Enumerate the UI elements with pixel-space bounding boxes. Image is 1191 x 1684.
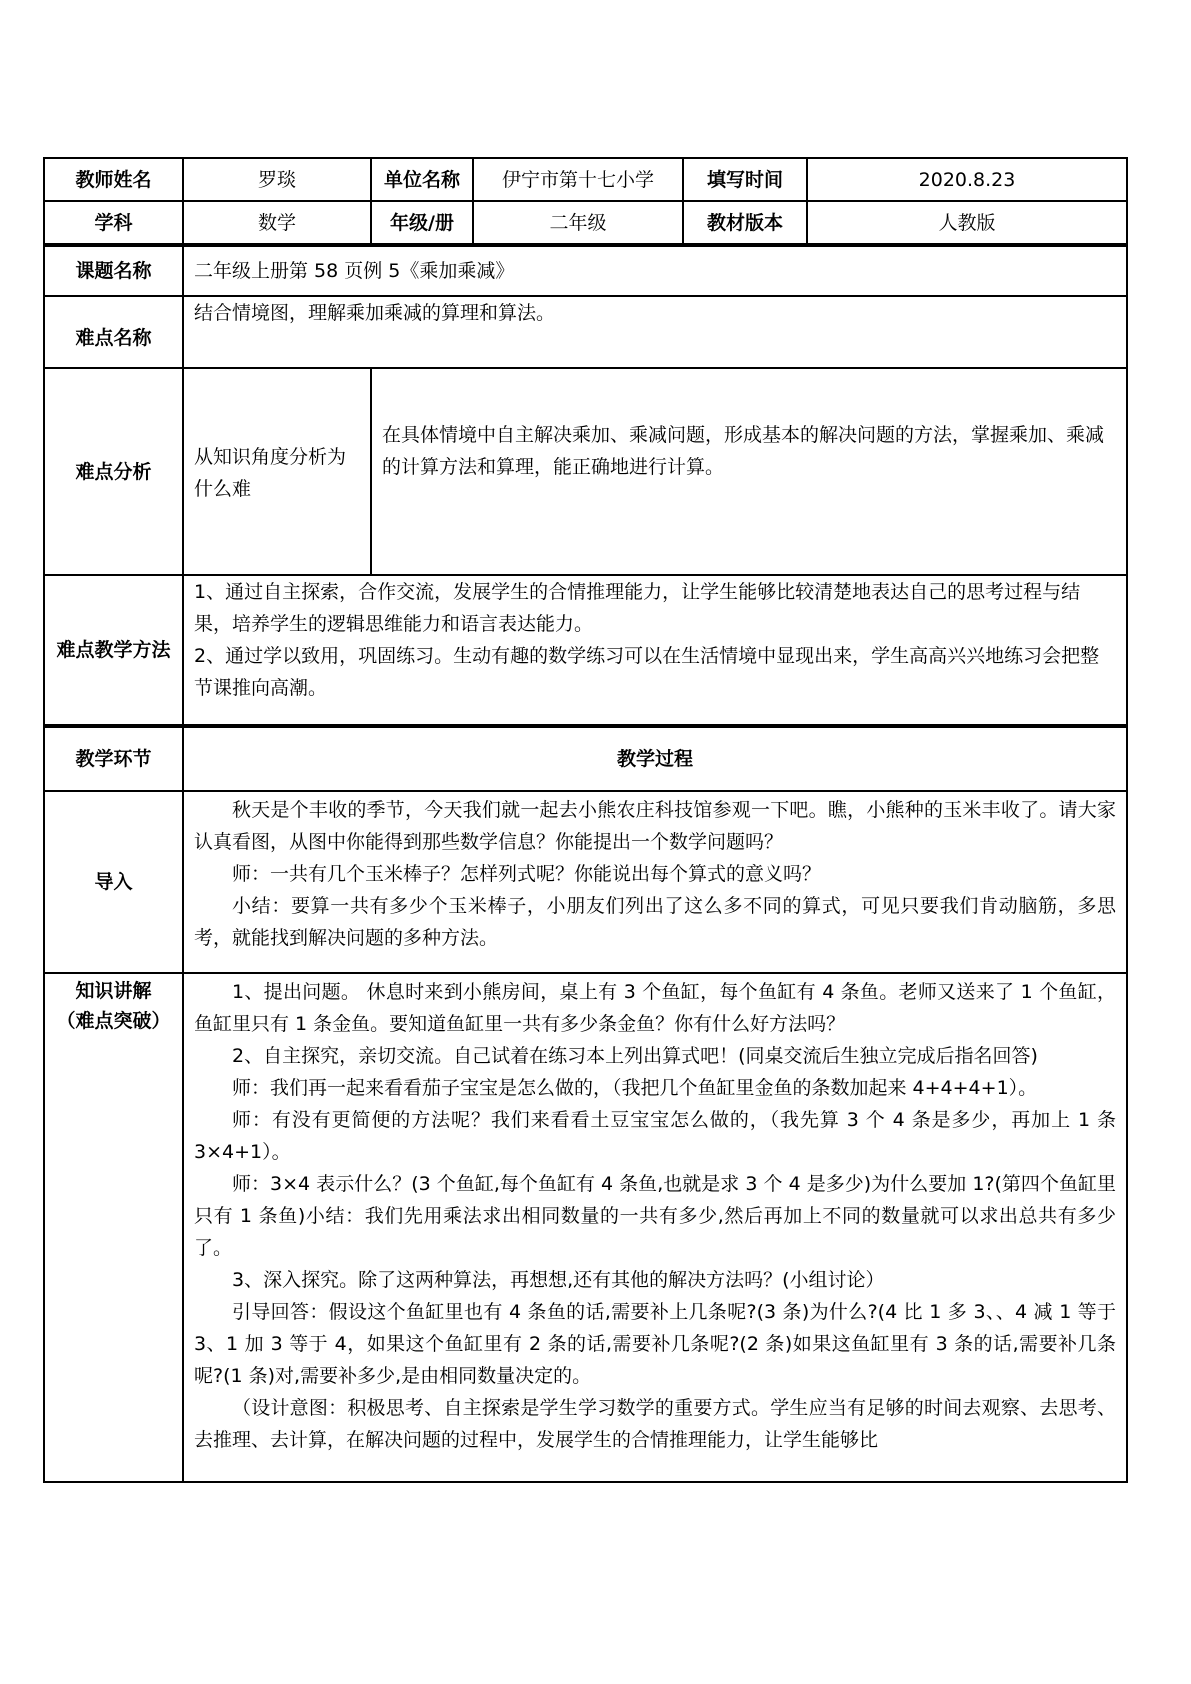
topic-label: 课题名称 — [44, 245, 183, 296]
knowledge-label — [44, 973, 183, 1482]
process-content-header: 教学过程 — [183, 726, 1127, 791]
subject-label: 学科 — [44, 201, 183, 245]
header-row-2 — [44, 201, 1127, 245]
topic-row — [44, 245, 1127, 296]
unit-label: 单位名称 — [371, 158, 473, 201]
lesson-plan-sheet — [43, 157, 1126, 1483]
subject-value: 数学 — [183, 201, 371, 245]
process-header-row — [44, 726, 1127, 791]
grade-label: 年级/册 — [371, 201, 473, 245]
knowledge-paragraph-3: 师：我们再一起来看看茄子宝宝是怎么做的，（我把几个鱼缸里金鱼的条数加起来 4+4+4+1）。 — [232, 1077, 1038, 1099]
intro-paragraph-2: 师：一共有几个玉米棒子？怎样列式呢？你能说出每个算式的意义吗？ — [232, 863, 822, 885]
difficulty-label: 难点名称 — [44, 296, 183, 368]
knowledge-paragraph-5: 师：3×4 表示什么？(3 个鱼缸,每个鱼缸有 4 条鱼,也就是求 3 个 4 是多少)为什么要加 1?(第四个鱼缸里只有 1 条鱼)小结：我们先用乘法求出相同数量的一共有多少,然后再加上不同的数量就可以求出总共有多少了。 — [194, 1173, 1116, 1259]
knowledge-row — [44, 973, 1127, 1482]
date-label: 填写时间 — [683, 158, 807, 201]
lesson-plan-table — [43, 157, 1128, 1483]
method-row — [44, 575, 1127, 726]
method-line-2: 2、通过学以致用，巩固练习。生动有趣的数学练习可以在生活情境中显现出来，学生高高兴兴地练习会把整节课推向高潮。 — [194, 645, 1100, 699]
knowledge-paragraph-7: 引导回答：假设这个鱼缸里也有 4 条鱼的话,需要补上几条呢?(3 条)为什么?(4 比 1 多 3、、4 减 1 等于 3、1 加 3 等于 4，如果这个鱼缸里有 2 条的话,需要补几条呢?(2 条)如果这鱼缸里有 3 条的话,需要补几条呢?(1 条)对,需要补多少,是由相同数量决定的。 — [194, 1301, 1116, 1387]
analysis-sub-label: 从知识角度分析为什么难 — [183, 368, 371, 575]
intro-row — [44, 791, 1127, 973]
edition-value: 人教版 — [807, 201, 1127, 245]
topic-value: 二年级上册第 58 页例 5《乘加乘减》 — [183, 245, 1127, 296]
knowledge-paragraph-4: 师：有没有更简便的方法呢？我们来看看土豆宝宝怎么做的，（我先算 3 个 4 条是多少，再加上 1 条 3×4+1）。 — [194, 1109, 1116, 1163]
analysis-value: 在具体情境中自主解决乘加、乘减问题，形成基本的解决问题的方法，掌握乘加、乘减的计算方法和算理，能正确地进行计算。 — [371, 368, 1127, 575]
process-stage-header: 教学环节 — [44, 726, 183, 791]
unit-value: 伊宁市第十七小学 — [473, 158, 683, 201]
method-text — [183, 575, 1127, 726]
knowledge-label-line-1: 知识讲解 — [75, 980, 152, 1002]
method-line-1: 1、通过自主探索，合作交流，发展学生的合情推理能力，让学生能够比较清楚地表达自己的思考过程与结果，培养学生的逻辑思维能力和语言表达能力。 — [194, 581, 1081, 635]
date-value: 2020.8.23 — [807, 158, 1127, 201]
header-row-1 — [44, 158, 1127, 201]
knowledge-paragraph-6: 3、深入探究。除了这两种算法，再想想,还有其他的解决方法吗？(小组讨论） — [232, 1269, 885, 1291]
intro-paragraph-3: 小结：要算一共有多少个玉米棒子，小朋友们列出了这么多不同的算式，可见只要我们肯动脑筋，多思考，就能找到解决问题的多种方法。 — [194, 895, 1116, 949]
intro-paragraph-1: 秋天是个丰收的季节，今天我们就一起去小熊农庄科技馆参观一下吧。瞧，小熊种的玉米丰收了。请大家认真看图，从图中你能得到那些数学信息？你能提出一个数学问题吗？ — [194, 799, 1116, 853]
knowledge-label-line-2: （难点突破） — [56, 1010, 171, 1032]
difficulty-value: 结合情境图，理解乘加乘减的算理和算法。 — [183, 296, 1127, 368]
knowledge-paragraph-1: 1、提出问题。 休息时来到小熊房间，桌上有 3 个鱼缸，每个鱼缸有 4 条鱼。老师又送来了 1 个鱼缸，鱼缸里只有 1 条金鱼。要知道鱼缸里一共有多少条金鱼？你有什么好方法吗？ — [194, 981, 1116, 1035]
teacher-value: 罗琰 — [183, 158, 371, 201]
knowledge-content — [183, 973, 1127, 1482]
method-label: 难点教学方法 — [44, 575, 183, 726]
intro-label: 导入 — [44, 791, 183, 973]
grade-value: 二年级 — [473, 201, 683, 245]
intro-content — [183, 791, 1127, 973]
teacher-label: 教师姓名 — [44, 158, 183, 201]
knowledge-paragraph-2: 2、自主探究，亲切交流。自己试着在练习本上列出算式吧！(同桌交流后生独立完成后指名回答) — [232, 1045, 1038, 1067]
knowledge-paragraph-8: （设计意图：积极思考、自主探索是学生学习数学的重要方式。学生应当有足够的时间去观察、去思考、去推理、去计算，在解决问题的过程中，发展学生的合情推理能力，让学生能够比 — [194, 1397, 1116, 1451]
analysis-label: 难点分析 — [44, 368, 183, 575]
edition-label: 教材版本 — [683, 201, 807, 245]
analysis-row — [44, 368, 1127, 575]
difficulty-row — [44, 296, 1127, 368]
